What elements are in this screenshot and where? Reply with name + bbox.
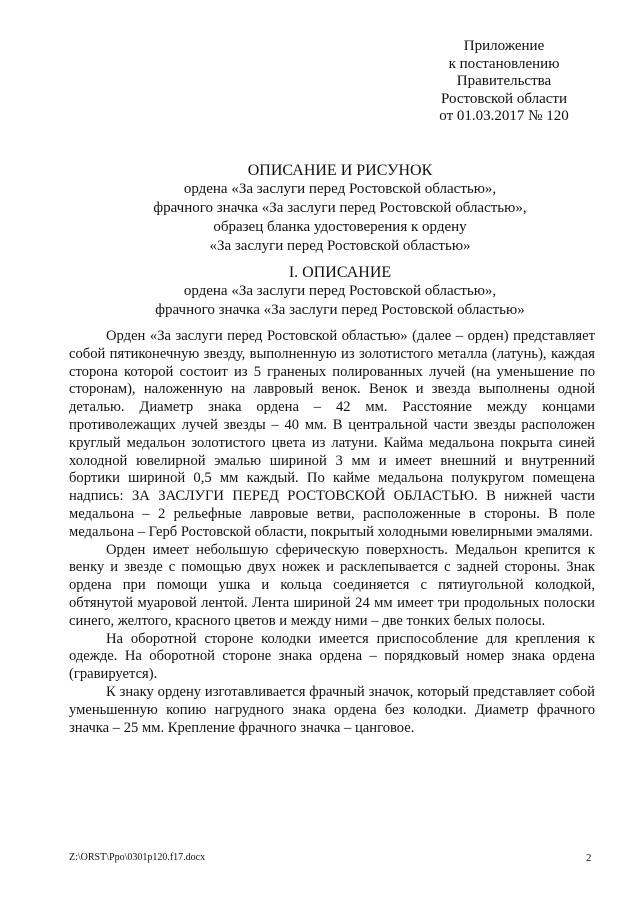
annex-line: от 01.03.2017 № 120 bbox=[439, 108, 569, 124]
footer-file-path: Z:\ORST\Ppo\0301p120.f17.docx bbox=[69, 852, 206, 863]
title-line: образец бланка удостоверения к ордену bbox=[213, 219, 467, 235]
section-heading bbox=[110, 263, 570, 320]
title-main: ОПИСАНИЕ И РИСУНОК bbox=[247, 162, 433, 179]
annex-line: к постановлению bbox=[448, 55, 560, 72]
annex-line: Правительства bbox=[456, 73, 552, 89]
body-text bbox=[69, 328, 595, 737]
section-line: фрачного значка «За заслуги перед Ростовской областью» bbox=[155, 302, 525, 318]
paragraph: Орден имеет небольшую сферическую поверхность. Медальон крепится к венку и звезде с помощью двух ножек и расклепывается с задней стороны. Знак ордена при помощи ушка и кольца соединяется с пятиугольной колодкой, обтянутой муаровой лентой. Лента шириной 24 мм имеет три продольных полоски синего, желтого, красного цветов и между ними – две тонких белых полосы. bbox=[69, 541, 595, 629]
paragraph: К знаку ордену изготавливается фрачный значок, который представляет собой уменьшенную копию нагрудного знака ордена без колодки. Диаметр фрачного значка – 25 мм. Крепление фрачного значка – цанговое. bbox=[69, 683, 595, 736]
section-line: ордена «За заслуги перед Ростовской областью», bbox=[183, 283, 497, 299]
title-line: ордена «За заслуги перед Ростовской областью», bbox=[183, 181, 497, 197]
paragraph: На оборотной стороне колодки имеется приспособление для крепления к одежде. На оборотной стороне знака ордена – порядковый номер знака ордена (гравируется). bbox=[69, 630, 595, 683]
title-line: «За заслуги перед Ростовской областью» bbox=[209, 238, 471, 254]
section-main: I. ОПИСАНИЕ bbox=[288, 264, 392, 281]
annex-line: Ростовской области bbox=[441, 90, 567, 107]
paragraph: Орден «За заслуги перед Ростовской областью» (далее – орден) представляет собой пятиконечную звезду, выполненную из золотистого металла (латунь), каждая сторона которой состоит из 5 граненых полированных лучей (на уменьшение по сторонам), наложенную на лавровый венок. Венок и звезда выполнены одной деталью. Диаметр знака ордена – 42 мм. Расстояние между концами противолежащих лучей звезды – 40 мм. В центральной части звезды расположен круглый медальон золотистого цвета из латуни. Кайма медальона покрыта синей холодной ювелирной эмалью шириной 3 мм и имеет внешний и внутренний бортики шириной 0,5 мм каждый. По кайме медальона полукругом помещена надпись: ЗА ЗАСЛУГИ ПЕРЕД РОСТОВСКОЙ ОБЛАСТЬЮ. В нижней части медальона – 2 рельефные лавровые ветви, расположенные в стороны. В поле медальона – Герб Ростовской области, покрытый холодными ювелирными эмалями. bbox=[69, 328, 595, 540]
annex-line: Приложение bbox=[463, 38, 545, 54]
document-title bbox=[110, 161, 570, 256]
title-line: фрачного значка «За заслуги перед Ростовской областью», bbox=[153, 200, 527, 216]
page-number: 2 bbox=[586, 852, 592, 864]
annex-header bbox=[400, 38, 608, 126]
